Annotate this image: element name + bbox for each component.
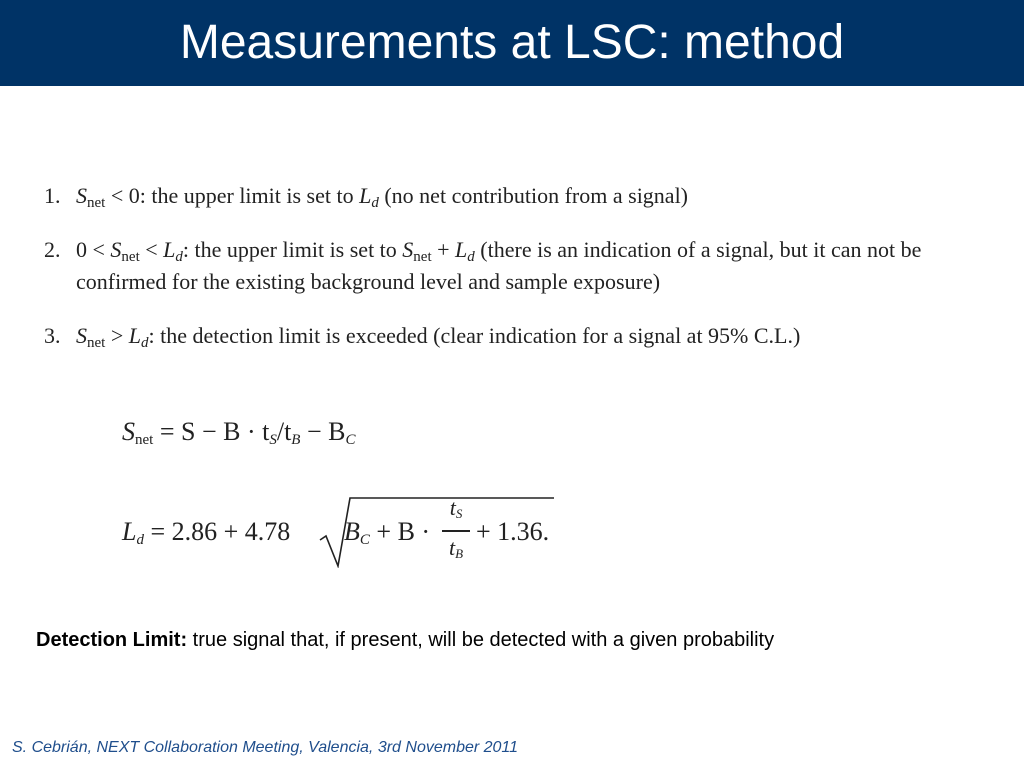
symbol-s: S bbox=[122, 417, 135, 446]
symbol-l: L bbox=[359, 183, 372, 208]
sub-net: net bbox=[413, 249, 432, 265]
sub-c: C bbox=[345, 432, 356, 448]
sub-net: net bbox=[87, 195, 106, 211]
sub-b: B bbox=[455, 546, 464, 561]
item-number: 3. bbox=[44, 323, 61, 348]
formula-text: − B bbox=[300, 417, 346, 446]
formula-text: + B · bbox=[369, 517, 431, 546]
sub-s: S bbox=[455, 506, 463, 521]
formula-text: /t bbox=[276, 417, 292, 446]
symbol-l: L bbox=[128, 323, 141, 348]
list-item bbox=[44, 234, 1004, 298]
item-text: : the detection limit is exceeded (clear indication for a signal at 95% C.L.) bbox=[148, 323, 801, 348]
item-text: + bbox=[431, 237, 456, 262]
sub-net: net bbox=[121, 249, 140, 265]
item-number: 1. bbox=[44, 183, 61, 208]
item-text: (no net contribution from a signal) bbox=[378, 183, 689, 208]
formula-text: + 1.36. bbox=[476, 517, 550, 546]
sub-c: C bbox=[359, 532, 370, 548]
definition-label: Detection Limit: bbox=[36, 629, 188, 651]
item-number: 2. bbox=[44, 237, 61, 262]
list-item bbox=[44, 320, 1004, 352]
condition-list bbox=[44, 180, 1004, 352]
definition-text: true signal that, if present, will be detected with a given probability bbox=[187, 629, 775, 651]
title-bar bbox=[0, 0, 1024, 86]
item-text: (there is an indication of a signal, but it can not be confirmed for the existing background level and sample exposure) bbox=[76, 237, 922, 294]
sub-net: net bbox=[135, 432, 154, 448]
list-item bbox=[44, 180, 1004, 212]
item-text: < 0: the upper limit is set to bbox=[105, 183, 360, 208]
fraction-bar bbox=[442, 530, 470, 532]
formula-ld bbox=[122, 494, 582, 574]
symbol-l: L bbox=[455, 237, 468, 262]
radicand bbox=[344, 494, 564, 574]
item-text: > bbox=[105, 323, 129, 348]
symbol-t: t bbox=[448, 535, 456, 560]
sub-d: d bbox=[467, 249, 475, 265]
formula-text: = 2.86 + 4.78 bbox=[150, 517, 291, 546]
symbol-s: S bbox=[110, 237, 122, 262]
sub-b: B bbox=[291, 432, 301, 448]
sub-d: d bbox=[141, 335, 149, 351]
item-text: < bbox=[139, 237, 164, 262]
formula-snet bbox=[122, 410, 356, 454]
symbol-s: S bbox=[402, 237, 414, 262]
symbol-t: t bbox=[449, 495, 456, 520]
slide-title: Measurements at LSC: method bbox=[179, 16, 845, 69]
item-text: 0 < bbox=[76, 237, 111, 262]
footer-citation: S. Cebrián, NEXT Collaboration Meeting, Valencia, 3rd November 2011 bbox=[12, 739, 519, 756]
sub-d: d bbox=[175, 249, 183, 265]
item-text: : the upper limit is set to bbox=[182, 237, 403, 262]
detection-limit-definition bbox=[36, 626, 774, 654]
sub-d: d bbox=[371, 195, 379, 211]
symbol-s: S bbox=[76, 323, 87, 348]
symbol-l: L bbox=[163, 237, 176, 262]
sub-net: net bbox=[87, 335, 106, 351]
formula-text: = S − B · t bbox=[159, 417, 270, 446]
sub-d: d bbox=[136, 532, 144, 548]
symbol-s: S bbox=[76, 183, 87, 208]
sub-s: S bbox=[269, 432, 277, 448]
symbol-b: B bbox=[344, 517, 360, 546]
symbol-l: L bbox=[122, 517, 137, 546]
